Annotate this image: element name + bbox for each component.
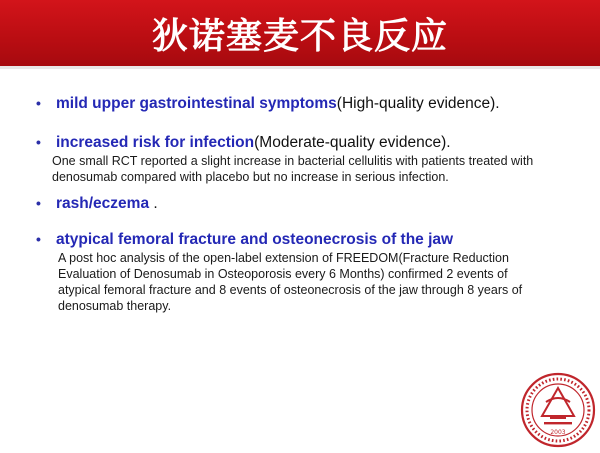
bullet-item-atypical-fracture	[36, 230, 576, 314]
item-note: .	[149, 195, 158, 212]
item-detail	[52, 153, 576, 185]
title-divider	[0, 66, 600, 69]
bullet-icon: •	[36, 134, 41, 150]
detail-line: Evaluation of Denosumab in Osteoporosis every 6 Months) confirmed 2 events of	[58, 267, 508, 281]
item-detail	[58, 250, 576, 314]
detail-line: denosumab compared with placebo but no increase in serious infection.	[52, 170, 449, 184]
bullet-icon: •	[36, 195, 41, 211]
item-highlight: increased risk for infection	[56, 134, 255, 151]
detail-line: One small RCT reported a slight increase in bacterial cellulitis with patients treated with	[52, 154, 534, 168]
title-bar	[0, 0, 600, 66]
university-seal-icon	[520, 372, 596, 448]
item-note: (Moderate-quality evidence).	[254, 134, 451, 151]
detail-line: denosumab therapy.	[58, 299, 172, 313]
detail-line: A post hoc analysis of the open-label extension of FREEDOM(Fracture Reduction	[58, 251, 509, 265]
bullet-icon: •	[36, 95, 41, 111]
bullet-icon: •	[36, 231, 41, 247]
bullet-item-rash	[36, 194, 576, 213]
slide-title: 狄诺塞麦不良反应	[151, 15, 448, 57]
seal-year: 2003	[550, 429, 566, 436]
item-highlight: rash/eczema	[56, 195, 150, 212]
item-highlight: mild upper gastrointestinal symptoms	[56, 95, 337, 112]
bullet-item-gi-symptoms	[36, 94, 576, 113]
detail-line: atypical femoral fracture and 8 events of osteonecrosis of the jaw through 8 years of	[58, 283, 523, 297]
item-highlight: atypical femoral fracture and osteonecrosis of the jaw	[56, 231, 454, 248]
item-note: (High-quality evidence).	[336, 95, 500, 112]
bullet-item-infection	[36, 133, 576, 185]
